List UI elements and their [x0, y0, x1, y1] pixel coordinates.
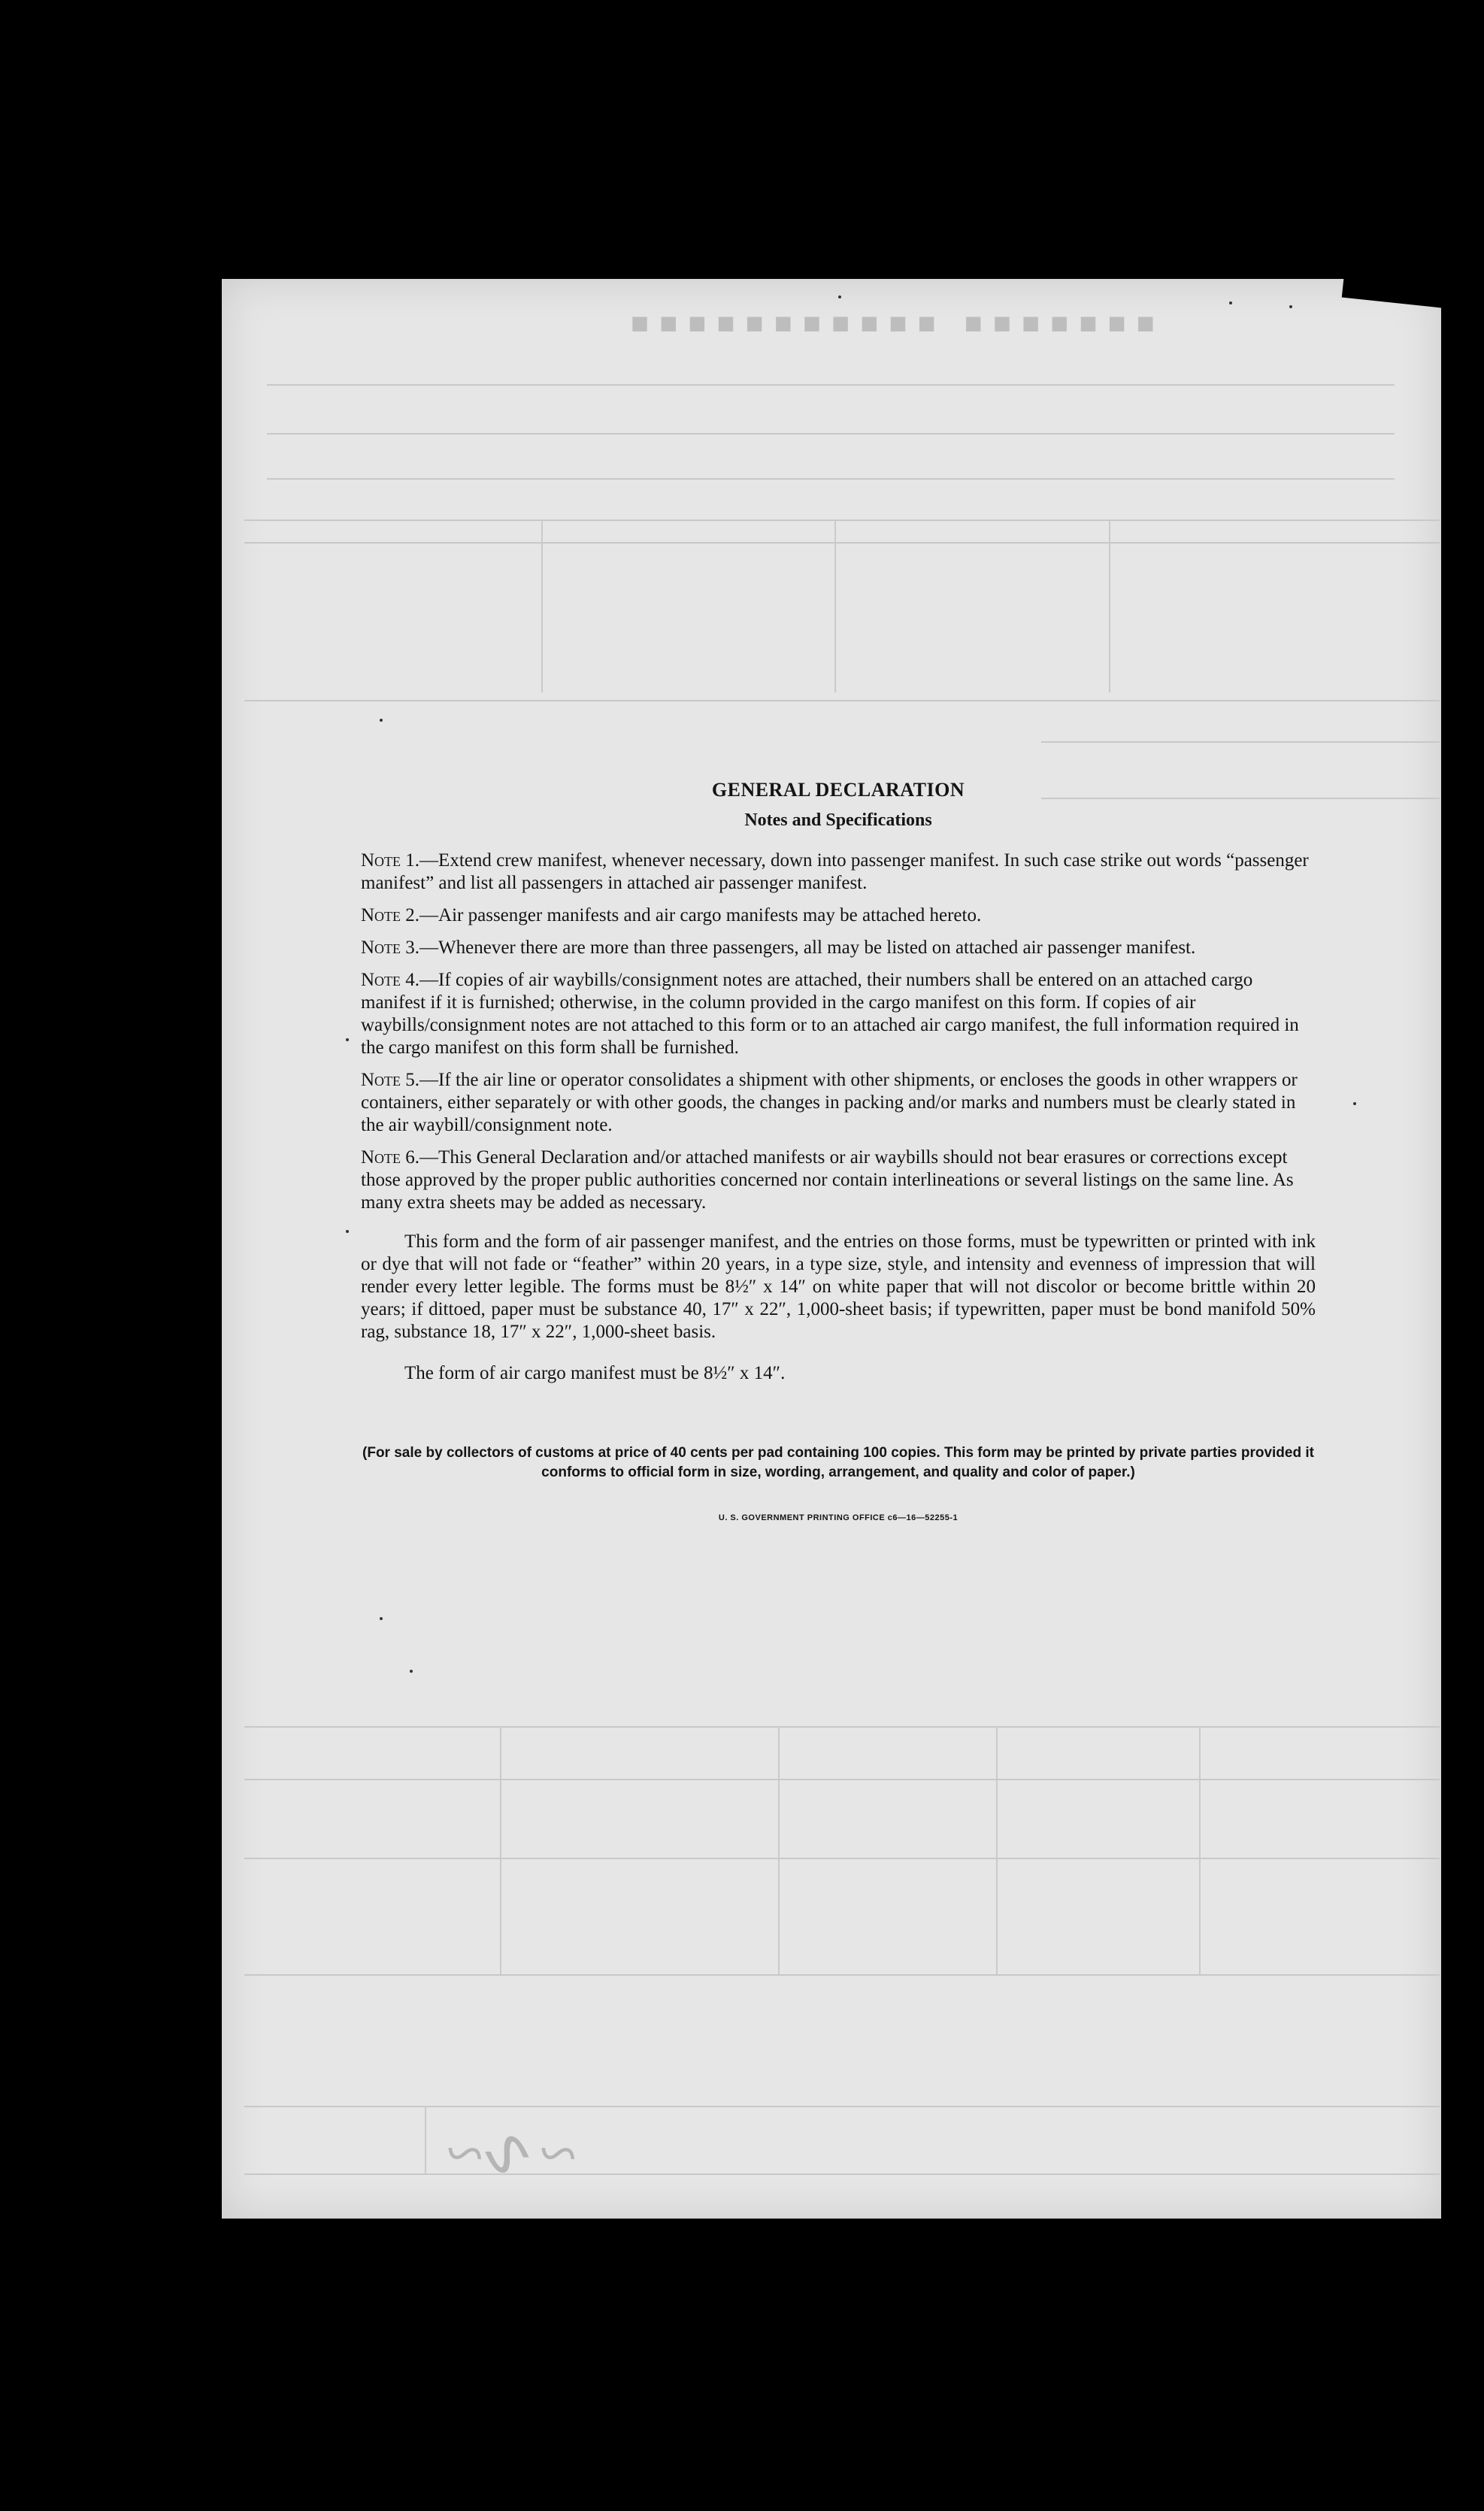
- note-text: Air passenger manifests and air cargo manifests may be attached hereto.: [438, 905, 982, 925]
- note-label: Note 4.—: [361, 970, 439, 990]
- note-label: Note 6.—: [361, 1147, 439, 1168]
- note-label: Note 1.—: [361, 850, 439, 871]
- note-text: If copies of air waybills/consignment notes are attached, their numbers shall be entered on an attached cargo manifest if it is furnished; otherwise, in the column provided in the cargo manifest on this form. If copies of air waybills/consignment notes are not attached to this form or to an attached air cargo manifest, the full information required in the cargo manifest on this form shall be furnished.: [361, 970, 1299, 1058]
- note-5: [361, 1069, 1316, 1137]
- note-text: Extend crew manifest, whenever necessary, down into passenger manifest. In such case strike out words “passenger manifest” and list all passengers in attached air passenger manifest.: [361, 850, 1309, 893]
- page-subtitle: Notes and Specifications: [744, 810, 932, 830]
- note-text: Whenever there are more than three passengers, all may be listed on attached air passenger manifest.: [438, 937, 1196, 958]
- specification-paragraph: This form and the form of air passenger manifest, and the entries on those forms, must be typewritten or printed with ink or dye that will not fade or “feather” within 20 years, in a type size, style, and intensity and evenness of impression that will render every letter legible. The forms must be 8½″ x 14″ on white paper that will not discolor or become brittle within 20 years; if dittoed, paper must be substance 40, 17″ x 22″, 1,000-sheet basis; if typewritten, paper must be bond manifold 50% rag, substance 18, 17″ x 22″, 1,000-sheet basis.: [361, 1231, 1316, 1342]
- printer-imprint: U. S. GOVERNMENT PRINTING OFFICE c6—16—52255-1: [718, 1513, 959, 1522]
- note-label: Note 2.—: [361, 905, 439, 925]
- note-6: [361, 1146, 1316, 1214]
- note-text: This General Declaration and/or attached manifests or air waybills should not bear erasures or corrections except those approved by the proper public authorities concerned nor contain interlineations or several listings on the same line. As many extra sheets may be added as necessary.: [361, 1147, 1294, 1213]
- sale-note: (For sale by collectors of customs at price of 40 cents per pad containing 100 copies. This form may be printed by private parties provided it conforms to official form in size, wording, arrangement, and quality and color of paper.): [362, 1445, 1314, 1480]
- note-2: [361, 904, 1316, 927]
- document-page: ​■■■■■■■ ■■■■■■■■■■■ ​~∿~ GENERAL DECLARATION Notes and Specifications Note 1.—Extend crew manifest, whenever necessary, down into passenger manifest. In such case strike out words “passenger manifest” and list all passengers in attached air passenger manifest. Note 2.—Air passenger manifests and air cargo manifests may be attached hereto. Note 3.—Whenever there are more than three passengers, all may be listed on attached air passenger manifest. Note 4.—If copies of air waybills/consignment notes are attached, their numbers shall be entered on an attached cargo manifest if it is furnished; otherwise, in the column provided in the cargo manifest on this form. If copies of air waybills/consignment notes are not attached to this form or to an attached air cargo manifest, the full information required in the cargo manifest on this form shall be furnished. Note 5.—If the air line or operator consolidates a shipment with other shipments, or encloses the goods in other wrappers or containers, either separately or with other goods, the changes in packing and/or marks and numbers must be clearly stated in the air waybill/consignment note. Note 6.—This General Declaration and/or attached manifests or air waybills should not bear erasures or corrections except those approved by the proper public authorities concerned nor contain interlineations or several listings on the same line. As many extra sheets may be added as necessary. This form and the form of air passenger manifest, and the entries on those forms, must be typewritten or printed with ink or dye that will not fade or “feather” within 20 years, in a type size, style, and intensity and evenness of impression that will render every letter legible. The forms must be 8½″ x 14″ on white paper that will not discolor or become brittle within 20 years; if dittoed, paper must be substance 40, 17″ x 22″, 1,000-sheet basis; if typewritten, paper must be bond manifold 50% rag, substance 18, 17″ x 22″, 1,000-sheet basis. The form of air cargo manifest must be 8½″ x 14″. (For sale by collectors of customs at price of 40 cents per pad containing 100 copies. This form may be printed by private parties provided it conforms to official form in size, wording, arrangement, and quality and color of paper.) U. S. GOVERNMENT PRINTING OFFICE c6—16—52255-1: [222, 279, 1441, 2219]
- note-1: [361, 850, 1316, 895]
- note-label: Note 3.—: [361, 937, 439, 958]
- page-title: GENERAL DECLARATION: [711, 779, 965, 801]
- notes-and-specifications: [361, 779, 1316, 1529]
- note-text: If the air line or operator consolidates a shipment with other shipments, or encloses the goods in other wrappers or containers, either separately or with other goods, the changes in packing and/or marks and numbers must be clearly stated in the air waybill/consignment note.: [361, 1070, 1298, 1135]
- note-3: [361, 937, 1316, 959]
- reverse-signature: ​~∿~: [447, 2116, 577, 2191]
- torn-corner: [1342, 279, 1441, 308]
- cargo-manifest-size: The form of air cargo manifest must be 8½″ x 14″.: [404, 1363, 786, 1383]
- note-label: Note 5.—: [361, 1070, 439, 1090]
- note-4: [361, 969, 1316, 1059]
